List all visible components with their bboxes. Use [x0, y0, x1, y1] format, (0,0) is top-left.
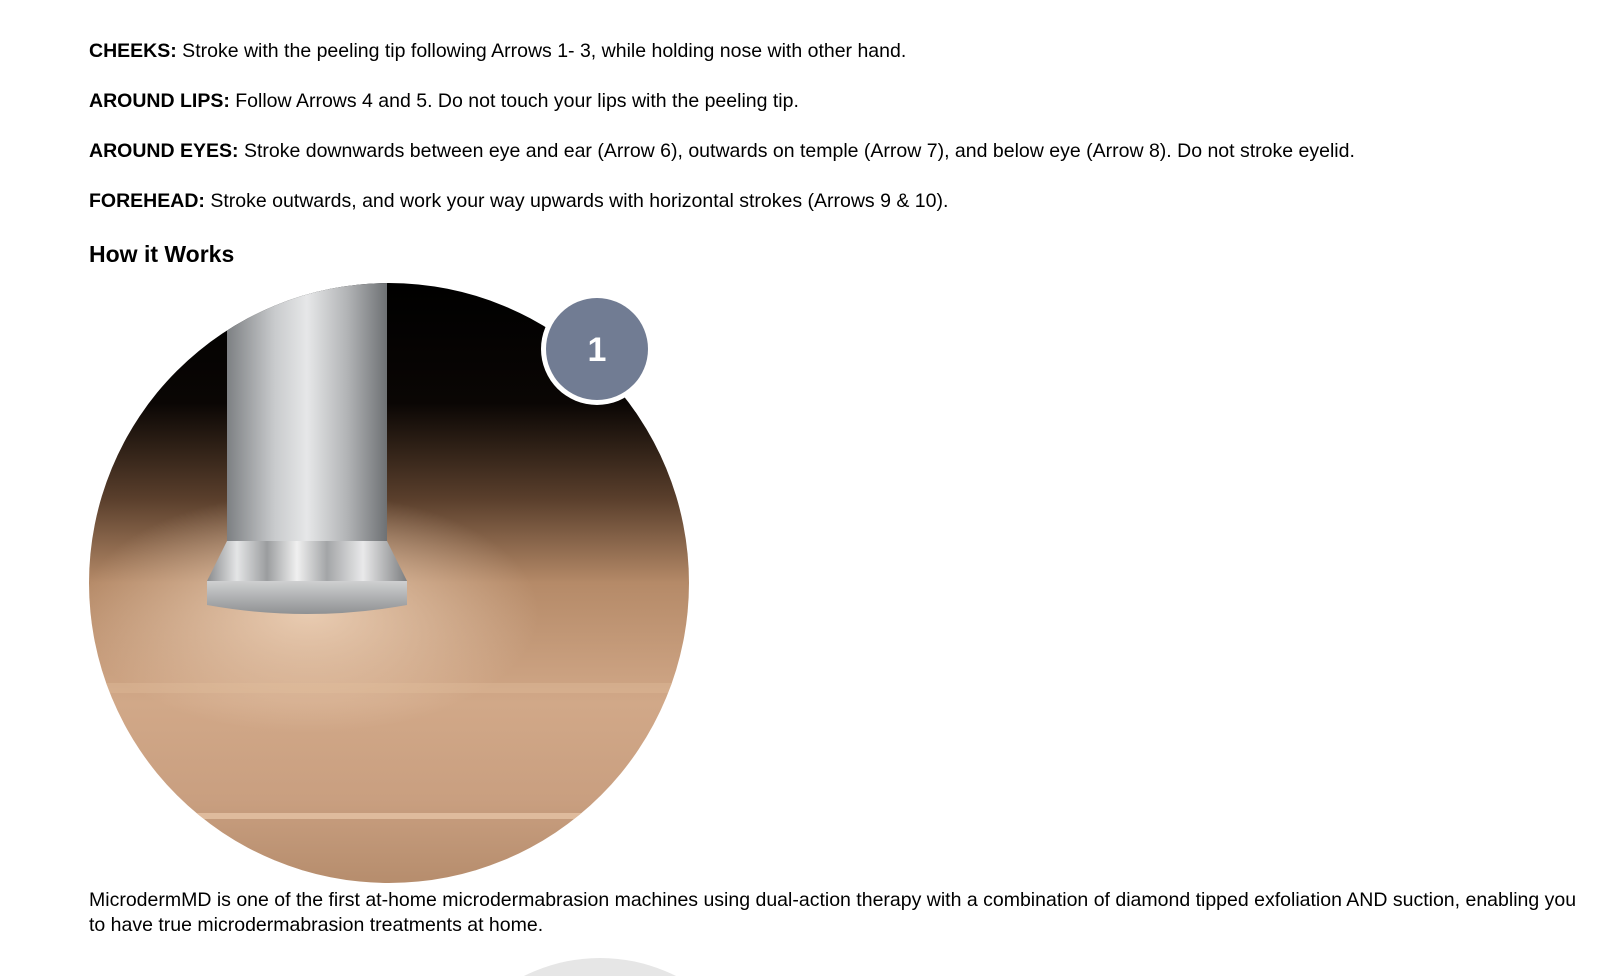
instruction-around-eyes [89, 139, 1355, 164]
instruction-around-lips [89, 89, 799, 114]
peeling-tip-shaft [227, 283, 387, 551]
peeling-tip-base [207, 581, 407, 614]
step-badge-number: 1 [587, 331, 607, 369]
skin-line [89, 813, 689, 819]
peeling-tip-collar [207, 541, 407, 581]
instruction-forehead [89, 189, 948, 214]
skin-band [89, 683, 689, 693]
step-badge [541, 293, 653, 405]
partial-image-arc [430, 958, 770, 976]
section-heading: How it Works [89, 241, 235, 267]
description-paragraph: MicrodermMD is one of the first at-home microdermabrasion machines using dual-action therapy with a combination of diamond tipped exfoliation AND suction, enabling you to have true microdermabrasion treatments at home. [89, 889, 1577, 936]
instruction-label: FOREHEAD: [89, 190, 205, 212]
peeling-tip-illustration [89, 283, 689, 883]
instruction-text: Stroke with the peeling tip following Arrows 1- 3, while holding nose with other hand. [176, 40, 907, 62]
instruction-cheeks [89, 39, 906, 64]
instruction-text: Stroke outwards, and work your way upwards with horizontal strokes (Arrows 9 & 10). [204, 190, 949, 212]
instruction-label: AROUND EYES: [89, 140, 239, 162]
instruction-text: Follow Arrows 4 and 5. Do not touch your lips with the peeling tip. [229, 90, 799, 112]
instruction-label: AROUND LIPS: [89, 90, 230, 112]
instruction-text: Stroke downwards between eye and ear (Arrow 6), outwards on temple (Arrow 7), and below eye (Arrow 8). Do not stroke eyelid. [238, 140, 1355, 162]
instruction-label: CHEEKS: [89, 40, 177, 62]
